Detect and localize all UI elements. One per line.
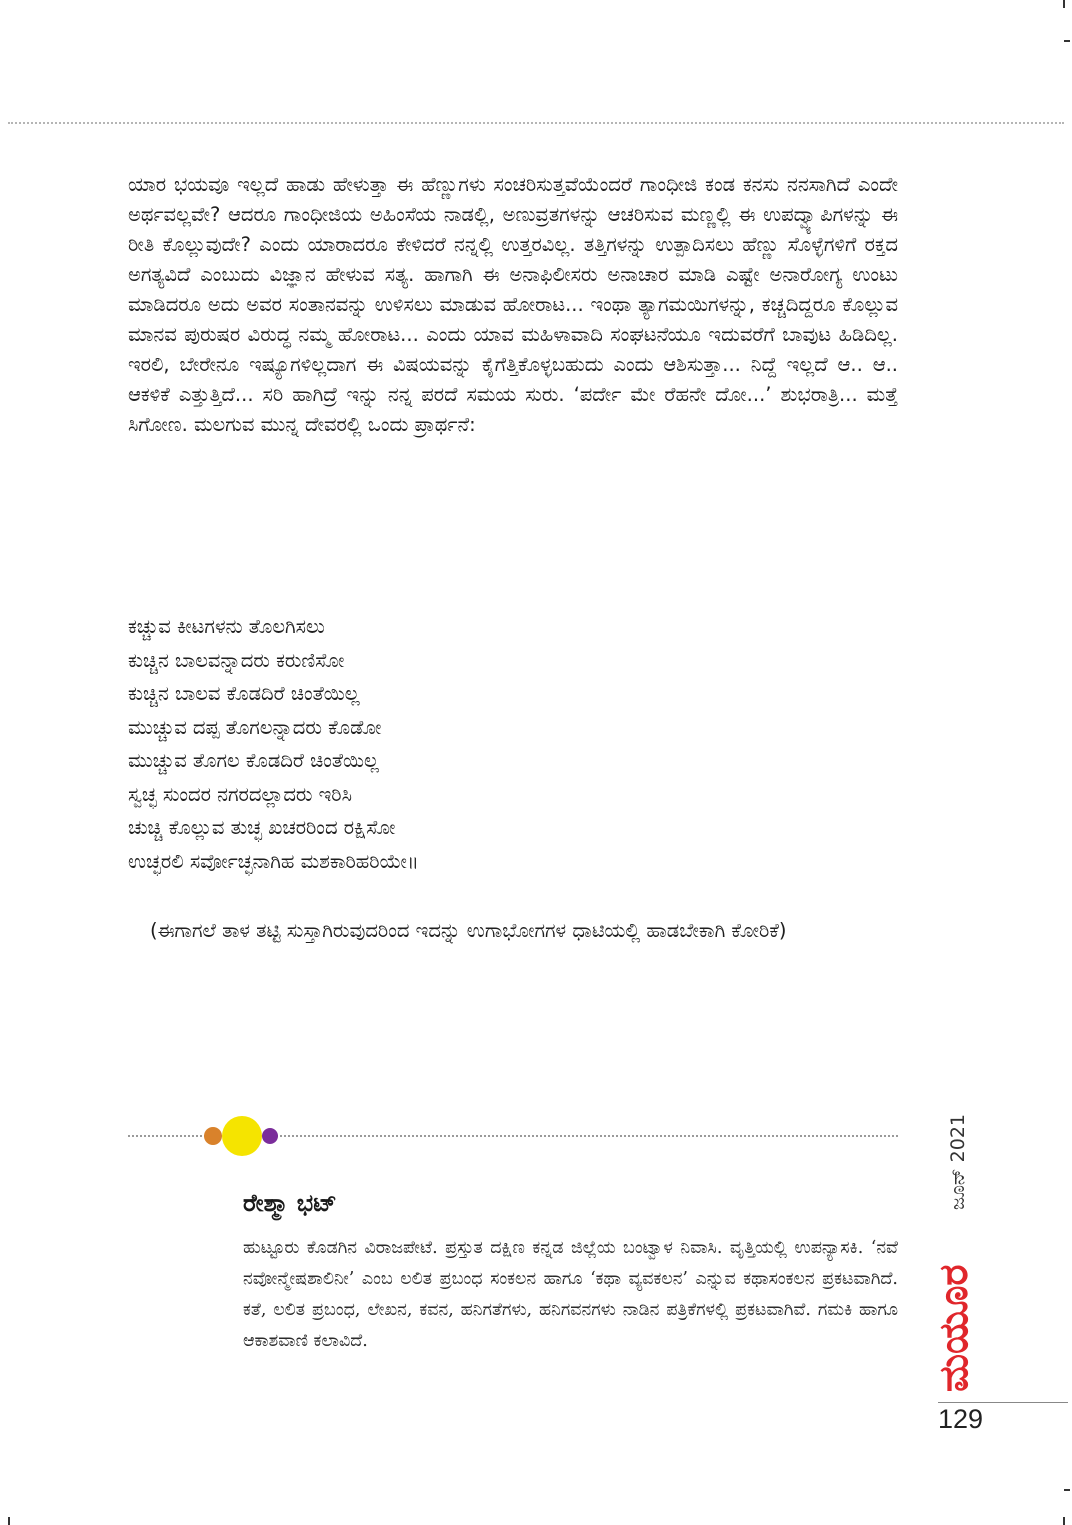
magazine-logo: ಮಯೂರ	[931, 1264, 977, 1392]
poem-line: ಚುಚ್ಚಿ ಕೊಲ್ಲುವ ತುಚ್ಛ ಖಚರರಿಂದ ರಕ್ಷಿಸೋ	[128, 816, 396, 839]
purple-dot-ornament	[262, 1128, 278, 1144]
poem-line: ಸ್ವಚ್ಛ ಸುಂದರ ನಗರದಲ್ಲಾದರು ಇರಿಸಿ	[128, 782, 352, 806]
poem-line: ಕಚ್ಚುವ ಕೀಟಗಳನು ತೊಲಗಿಸಲು	[128, 615, 325, 638]
crop-mark-bottom-right	[1064, 1489, 1070, 1491]
poem-line: ಕುಚ್ಚಿನ ಬಾಲವನ್ನಾದರು ಕರುಣಿಸೋ	[128, 648, 345, 672]
crop-mark-bottom-left	[8, 1517, 10, 1525]
crop-mark-bottom-right-2	[1063, 1517, 1065, 1525]
yellow-dot-ornament	[222, 1116, 262, 1156]
closing-note: (ಈಗಾಗಲೆ ತಾಳ ತಟ್ಟಿ ಸುಸ್ತಾಗಿರುವುದರಿಂದ ಇದನ್ನು ಉಗಾಭೋಗಗಳ ಧಾಟಿಯಲ್ಲಿ ಹಾಡಬೇಕಾಗಿ ಕೋರಿಕೆ)	[150, 919, 787, 942]
page-number: 129	[938, 1404, 984, 1434]
orange-dot-ornament	[204, 1127, 222, 1145]
issue-date: ಜೂನ್ 2021	[947, 1113, 969, 1210]
crop-mark-right-upper	[1064, 40, 1070, 42]
article-body: ಯಾರ ಭಯವೂ ಇಲ್ಲದೆ ಹಾಡು ಹೇಳುತ್ತಾ ಈ ಹೆಣ್ಣುಗಳು ಸಂಚರಿಸುತ್ತವೆಯೆಂದರೆ ಗಾಂಧೀಜಿ ಕಂಡ ಕನಸು ನನಸಾಗಿದೆ ಎಂದೇ ಅರ್ಥವಲ್ಲವೇ? ಆದರೂ ಗಾಂಧೀಜಿಯ ಅಹಿಂಸೆಯ ನಾಡಲ್ಲಿ, ಅಣುವ್ರತಗಳನ್ನು ಆಚರಿಸುವ ಮಣ್ಣಲ್ಲಿ ಈ ಉಪದ್ವ್ಯಾಪಿಗಳನ್ನು ಈ ರೀತಿ ಕೊಲ್ಲುವುದೇ? ಎಂದು ಯಾರಾದರೂ ಕೇಳಿದರೆ ನನ್ನಲ್ಲಿ ಉತ್ತರವಿಲ್ಲ. ತತ್ತಿಗಳನ್ನು ಉತ್ಪಾದಿಸಲು ಹೆಣ್ಣು ಸೊಳ್ಳೆಗಳಿಗೆ ರಕ್ತದ ಅಗತ್ಯವಿದೆ ಎಂಬುದು ವಿಜ್ಞಾನ ಹೇಳುವ ಸತ್ಯ. ಹಾಗಾಗಿ ಈ ಅನಾಫಿಲೀಸರು ಅನಾಚಾರ ಮಾಡಿ ಎಷ್ಟೇ ಅನಾರೋಗ್ಯ ಉಂಟು ಮಾಡಿದರೂ ಅದು ಅವರ ಸಂತಾನವನ್ನು ಉಳಿಸಲು ಮಾಡುವ ಹೋರಾಟ... ಇಂಥಾ ತ್ಯಾಗಮಯಿಗಳನ್ನು, ಕಚ್ಚದಿದ್ದರೂ ಕೊಲ್ಲುವ ಮಾನವ ಪುರುಷರ ವಿರುದ್ಧ ನಮ್ಮ ಹೋರಾಟ... ಎಂದು ಯಾವ ಮಹಿಳಾವಾದಿ ಸಂಘಟನೆಯೂ ಇದುವರೆಗೆ ಬಾವುಟ ಹಿಡಿದಿಲ್ಲ. ಇರಲಿ, ಬೇರೇನೂ ಇಷ್ಯೂಗಳಿಲ್ಲದಾಗ ಈ ವಿಷಯವನ್ನು ಕೈಗೆತ್ತಿಕೊಳ್ಳಬಹುದು ಎಂದು ಆಶಿಸುತ್ತಾ... ನಿದ್ದೆ ಇಲ್ಲದೆ ಆ.. ಆ.. ಆಕಳಿಕೆ ಎತ್ತುತ್ತಿದೆ... ಸರಿ ಹಾಗಿದ್ರೆ ಇನ್ನು ನನ್ನ ಪರದೆ ಸಮಯ ಸುರು. ‘ಪರ್ದೇ ಮೇ ರೆಹನೇ ದೋ...’ ಶುಭರಾತ್ರಿ... ಮತ್ತೆ ಸಿಗೋಣ. ಮಲಗುವ ಮುನ್ನ ದೇವರಲ್ಲಿ ಒಂದು ಪ್ರಾರ್ಥನೆ:	[128, 173, 898, 436]
prayer-poem	[128, 610, 898, 878]
poem-line: ಉಚ್ಛರಲಿ ಸರ್ವೋಚ್ಛನಾಗಿಹ ಮಶಕಾರಿಹರಿಯೇ॥	[128, 849, 419, 873]
header-dotted-rule	[8, 122, 1064, 124]
poem-line: ಮುಚ್ಚುವ ದಪ್ಪ ತೊಗಲನ್ನಾದರು ಕೊಡೋ	[128, 715, 382, 739]
author-bio: ಹುಟ್ಟೂರು ಕೊಡಗಿನ ವಿರಾಜಪೇಟೆ. ಪ್ರಸ್ತುತ ದಕ್ಷಿಣ ಕನ್ನಡ ಜಿಲ್ಲೆಯ ಬಂಟ್ವಾಳ ನಿವಾಸಿ. ವೃತ್ತಿಯಲ್ಲಿ ಉಪನ್ಯಾಸಕಿ. ‘ನವೆ ನವೋನ್ಮೇಷಶಾಲಿನೀ’ ಎಂಬ ಲಲಿತ ಪ್ರಬಂಧ ಸಂಕಲನ ಹಾಗೂ ‘ಕಥಾ ವ್ಯವಕಲನ’ ಎನ್ನುವ ಕಥಾಸಂಕಲನ ಪ್ರಕಟವಾಗಿದೆ. ಕತೆ, ಲಲಿತ ಪ್ರಬಂಧ, ಲೇಖನ, ಕವನ, ಹನಿಗತೆಗಳು, ಹನಿಗವನಗಳು ನಾಡಿನ ಪತ್ರಿಕೆಗಳಲ್ಲಿ ಪ್ರಕಟವಾಗಿವೆ. ಗಮಕಿ ಹಾಗೂ ಆಕಾಶವಾಣಿ ಕಲಾವಿದೆ.	[243, 1238, 898, 1351]
crop-mark-top-right	[1063, 0, 1065, 8]
poem-line: ಕುಚ್ಚಿನ ಬಾಲವ ಕೊಡದಿರೆ ಚಿಂತೆಯಿಲ್ಲ	[128, 682, 360, 705]
author-name: ರೇಶ್ಮಾ ಭಟ್	[243, 1189, 337, 1217]
poem-line: ಮುಚ್ಚುವ ತೊಗಲ ಕೊಡದಿರೆ ಚಿಂತೆಯಿಲ್ಲ	[128, 749, 379, 772]
